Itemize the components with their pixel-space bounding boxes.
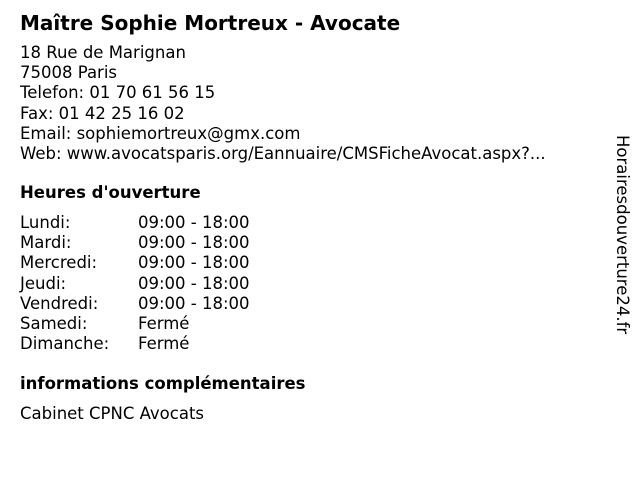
phone-number: Telefon: 01 70 61 56 15: [20, 83, 216, 103]
opening-hours-heading: Heures d'ouverture: [20, 183, 201, 202]
street-address: 18 Rue de Marignan: [20, 43, 186, 62]
day-label: Lundi:: [20, 213, 71, 232]
contact-block: [20, 43, 546, 164]
hours-value: 09:00 - 18:00: [138, 213, 250, 232]
hours-value: Fermé: [138, 313, 190, 333]
fax-number: Fax: 01 42 25 16 02: [20, 103, 185, 123]
hours-value: 09:00 - 18:00: [138, 293, 250, 313]
day-label: Mardi:: [20, 233, 72, 253]
additional-info-heading: informations complémentaires: [20, 374, 306, 393]
day-label: Vendredi:: [20, 293, 99, 313]
page-title: Maître Sophie Mortreux - Avocate: [20, 11, 401, 35]
hours-value: Fermé: [138, 334, 190, 354]
hours-value: 09:00 - 18:00: [138, 253, 250, 273]
hours-value: 09:00 - 18:00: [138, 273, 250, 293]
day-label: Mercredi:: [20, 253, 98, 273]
email-address: Email: sophiemortreux@gmx.com: [20, 123, 301, 143]
city-postcode: 75008 Paris: [20, 63, 118, 83]
day-label: Samedi:: [20, 313, 88, 333]
site-watermark: Horairesdouverture24.fr: [613, 135, 632, 335]
day-label: Dimanche:: [20, 334, 110, 354]
website-link: Web: www.avocatsparis.org/Eannuaire/CMSFicheAvocat.aspx?...: [20, 143, 546, 163]
hours-value: 09:00 - 18:00: [138, 233, 250, 253]
day-label: Jeudi:: [20, 273, 67, 293]
additional-info-text: Cabinet CPNC Avocats: [20, 404, 205, 423]
